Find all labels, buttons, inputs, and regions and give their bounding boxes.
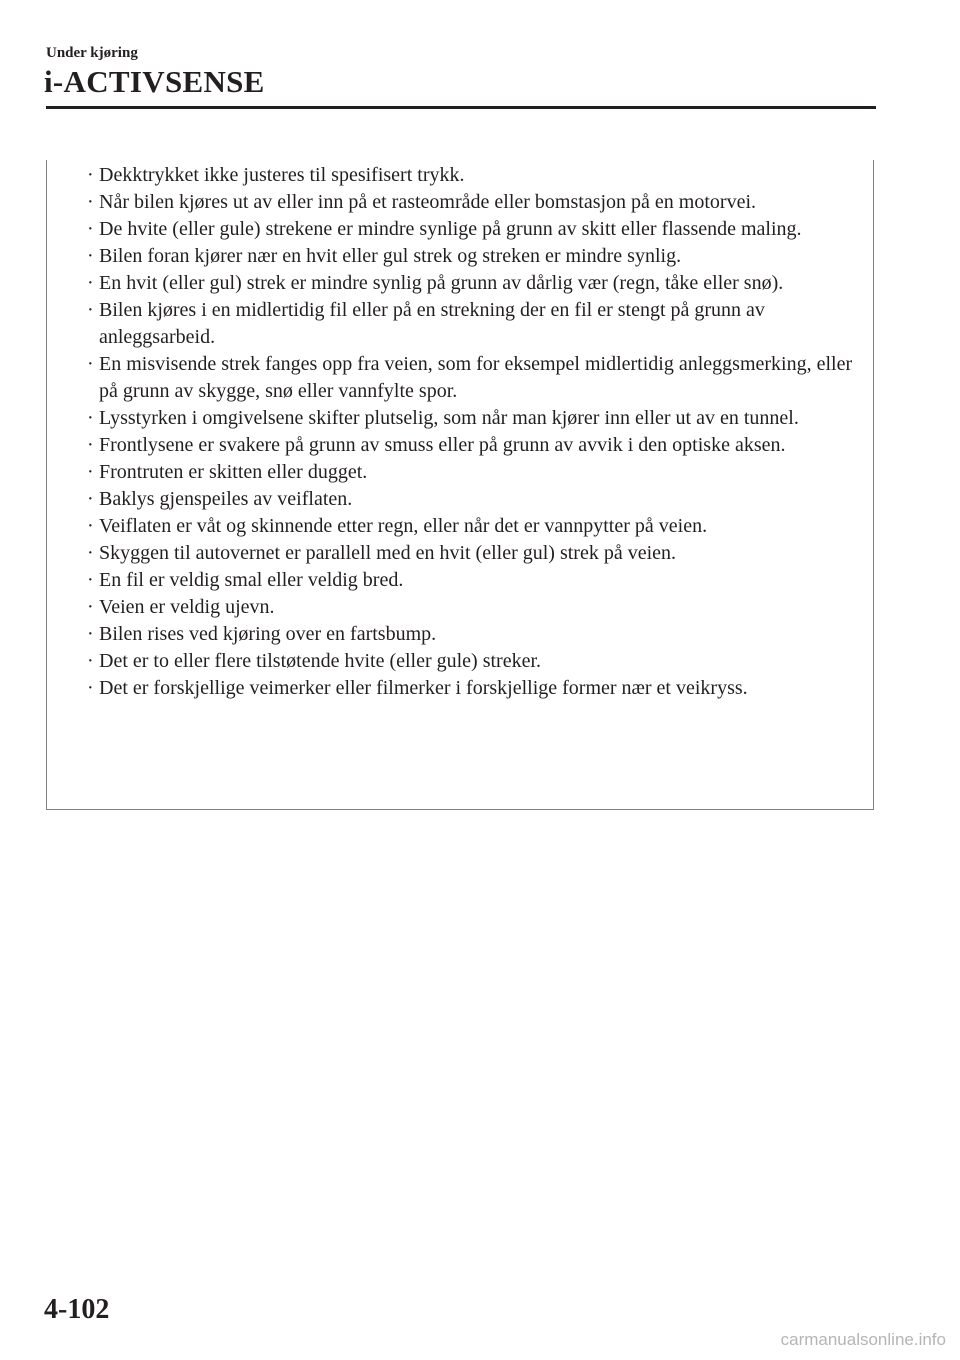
condition-list [85,162,855,702]
bullet-dot: · [87,650,94,672]
list-item [85,459,855,486]
list-item [85,270,855,297]
list-item-text: Det er to eller flere tilstøtende hvite (eller gule) streker. [99,650,542,672]
list-item-text: Dekktrykket ikke justeres til spesifisert trykk. [99,164,465,186]
header-rule [46,106,876,109]
list-item-text: Bilen kjøres i en midlertidig fil eller på en strekning der en fil er stengt på grunn av anleggsarbeid. [99,299,765,348]
page-number: 4-102 [44,1294,110,1325]
list-item-text: En hvit (eller gul) strek er mindre synlig på grunn av dårlig vær (regn, tåke eller snø). [99,272,784,294]
bullet-dot: · [87,542,94,564]
list-item-text: Bilen foran kjører nær en hvit eller gul strek og streken er mindre synlig. [99,245,682,267]
bullet-dot: · [87,407,94,429]
list-item [85,567,855,594]
watermark: carmanualsonline.info [780,1330,946,1349]
list-item-text: En misvisende strek fanges opp fra veien, som for eksempel midlertidig anleggsmerking, eller på grunn av skygge, snø eller vannfylte spor. [99,353,853,402]
bullet-dot: · [87,488,94,510]
bullet-dot: · [87,596,94,618]
list-item-text: Lysstyrken i omgivelsene skifter plutselig, som når man kjører inn eller ut av en tunnel. [99,407,799,429]
list-item [85,513,855,540]
bullet-dot: · [87,218,94,240]
bullet-dot: · [87,191,94,213]
list-item-text: Skyggen til autovernet er parallell med en hvit (eller gul) strek på veien. [99,542,677,564]
section-label: Under kjøring [46,45,138,61]
list-item [85,675,855,702]
bullet-dot: · [87,569,94,591]
list-item [85,648,855,675]
content-box [46,160,874,810]
list-item [85,594,855,621]
bullet-dot: · [87,353,94,375]
list-item-text: Når bilen kjøres ut av eller inn på et rasteområde eller bomstasjon på en motorvei. [99,191,757,213]
list-item [85,243,855,270]
list-item [85,540,855,567]
list-item-text: Det er forskjellige veimerker eller filmerker i forskjellige former nær et veikryss. [99,677,748,699]
list-item [85,486,855,513]
bullet-dot: · [87,623,94,645]
list-item [85,297,855,351]
chapter-title: i-ACTIVSENSE [44,64,265,99]
list-item [85,621,855,648]
list-item [85,162,855,189]
list-item-text: Frontruten er skitten eller dugget. [99,461,368,483]
list-item-text: Veien er veldig ujevn. [99,596,275,618]
list-item [85,351,855,405]
bullet-dot: · [87,164,94,186]
list-item [85,189,855,216]
bullet-dot: · [87,245,94,267]
list-item-text: En fil er veldig smal eller veldig bred. [99,569,404,591]
bullet-dot: · [87,299,94,321]
bullet-dot: · [87,677,94,699]
list-item-text: Frontlysene er svakere på grunn av smuss eller på grunn av avvik i den optiske aksen. [99,434,786,456]
bullet-dot: · [87,434,94,456]
list-item [85,216,855,243]
bullet-dot: · [87,515,94,537]
bullet-dot: · [87,272,94,294]
list-item-text: Baklys gjenspeiles av veiflaten. [99,488,353,510]
list-item-text: Veiflaten er våt og skinnende etter regn, eller når det er vannpytter på veien. [99,515,708,537]
list-item [85,405,855,432]
list-item-text: De hvite (eller gule) strekene er mindre synlige på grunn av skitt eller flassende maling. [99,218,802,240]
bullet-dot: · [87,461,94,483]
list-item-text: Bilen rises ved kjøring over en fartsbump. [99,623,437,645]
list-item [85,432,855,459]
